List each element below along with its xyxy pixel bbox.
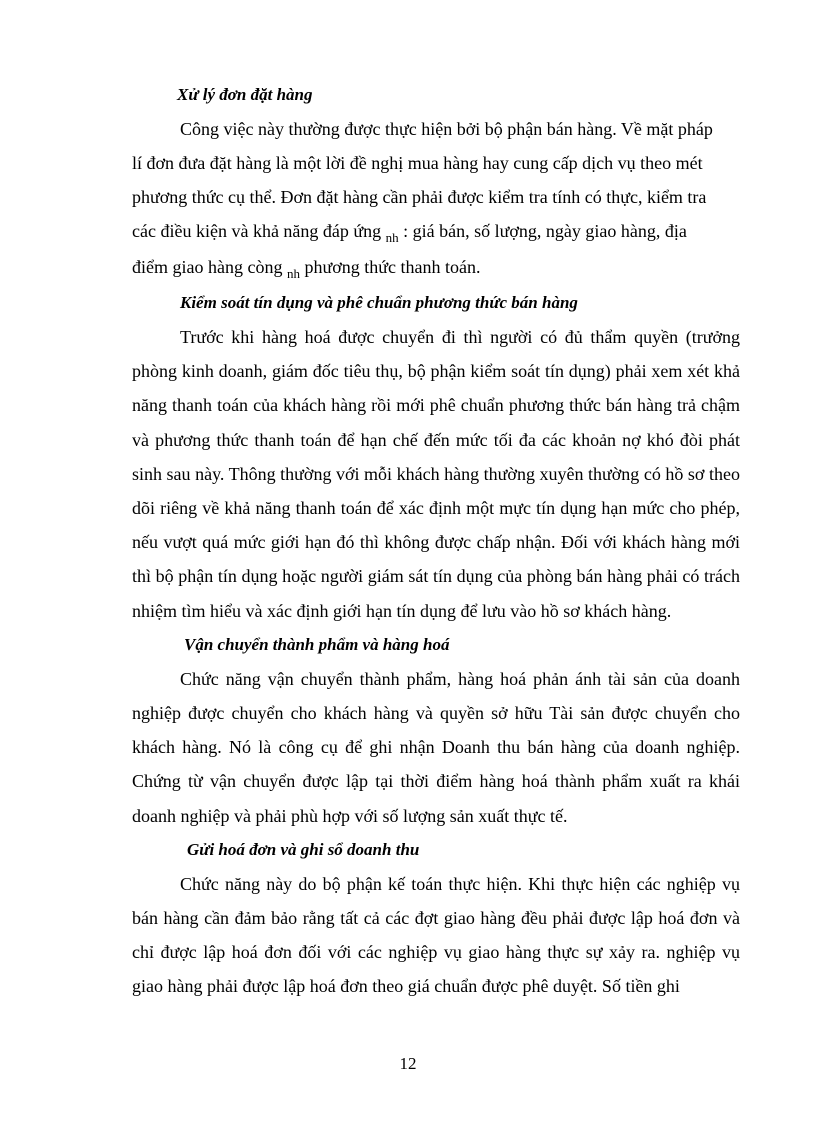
- subscript-text: nh: [385, 230, 399, 245]
- paragraph-shipping: Chức năng vận chuyển thành phẩm, hàng hoá phản ánh tài sản của doanh nghiệp được chuyển cho khách hàng và quyền sở hữu Tài sản được chuyển cho khách hàng. Nó là công cụ để ghi nhận Doanh thu bán hàng của doanh nghiệp. Chứng từ vận chuyển được lập tại thời điểm hàng hoá thành phẩm xuất ra khái doanh nghiệp và phải phù hợp với số lượng sản xuất thực tế.: [132, 668, 740, 826]
- page-number: 12: [399, 1054, 417, 1073]
- page-body: [132, 78, 740, 1004]
- paragraph-invoicing: Chức năng này do bộ phận kế toán thực hiện. Khi thực hiện các nghiệp vụ bán hàng cần đảm bảo rằng tất cả các đợt giao hàng đều phải được lập hoá đơn và chỉ được lập hoá đơn đối với các nghiệp vụ giao hàng thực sự xảy ra. nghiệp vụ giao hàng phải được lập hoá đơn theo giá chuẩn được phê duyệt. Số tiền ghi: [132, 873, 740, 997]
- subscript-text: nh: [286, 266, 300, 281]
- text-line: [132, 250, 740, 286]
- text-fragment: phương thức thanh toán.: [304, 257, 481, 277]
- text-line: lí đơn đưa đặt hàng là một lời đề nghị mua hàng hay cung cấp dịch vụ theo mét: [132, 153, 703, 173]
- heading-shipping: Vận chuyển thành phẩm và hàng hoá: [184, 634, 450, 654]
- heading-credit-control: Kiểm soát tín dụng và phê chuẩn phương thức bán hàng: [180, 293, 578, 312]
- text-fragment: : giá bán, số lượng, ngày giao hàng, địa: [403, 221, 687, 241]
- text-line: Công việc này thường được thực hiện bởi bộ phận bán hàng. Về mặt pháp: [180, 119, 713, 139]
- text-line: [132, 214, 740, 250]
- heading-invoicing: Gửi hoá đơn và ghi sổ doanh thu: [187, 839, 420, 859]
- text-fragment: điểm giao hàng còng: [132, 257, 283, 277]
- paragraph-credit-control: Trước khi hàng hoá được chuyển đi thì người có đủ thẩm quyền (trưởng phòng kinh doanh, giám đốc tiêu thụ, bộ phận kiểm soát tín dụng) phải xem xét khả năng thanh toán của khách hàng rồi mới phê chuẩn phương thức bán hàng trả chậm và phương thức thanh toán để hạn chế đến mức tối đa các khoản nợ khó đòi phát sinh sau này. Thông thường với mỗi khách hàng thường xuyên thường có hồ sơ theo dõi riêng về khả năng thanh toán để xác định một mực tín dụng hạn mức cho phép, nếu vượt quá mức giới hạn đó thì không được chấp nhận. Đối với khách hàng mới thì bộ phận tín dụng hoặc người giám sát tín dụng của phòng bán hàng phải có trách nhiệm tìm hiểu và xác định giới hạn tín dụng để lưu vào hồ sơ khách hàng.: [132, 327, 740, 621]
- heading-order-processing: Xử lý đơn đặt hàng: [177, 85, 313, 104]
- paragraph-order-processing: [132, 112, 740, 286]
- text-line: phương thức cụ thể. Đơn đặt hàng cần phải được kiểm tra tính có thực, kiểm tra: [132, 187, 707, 207]
- text-fragment: các điều kiện và khả năng đáp ứng: [132, 221, 382, 241]
